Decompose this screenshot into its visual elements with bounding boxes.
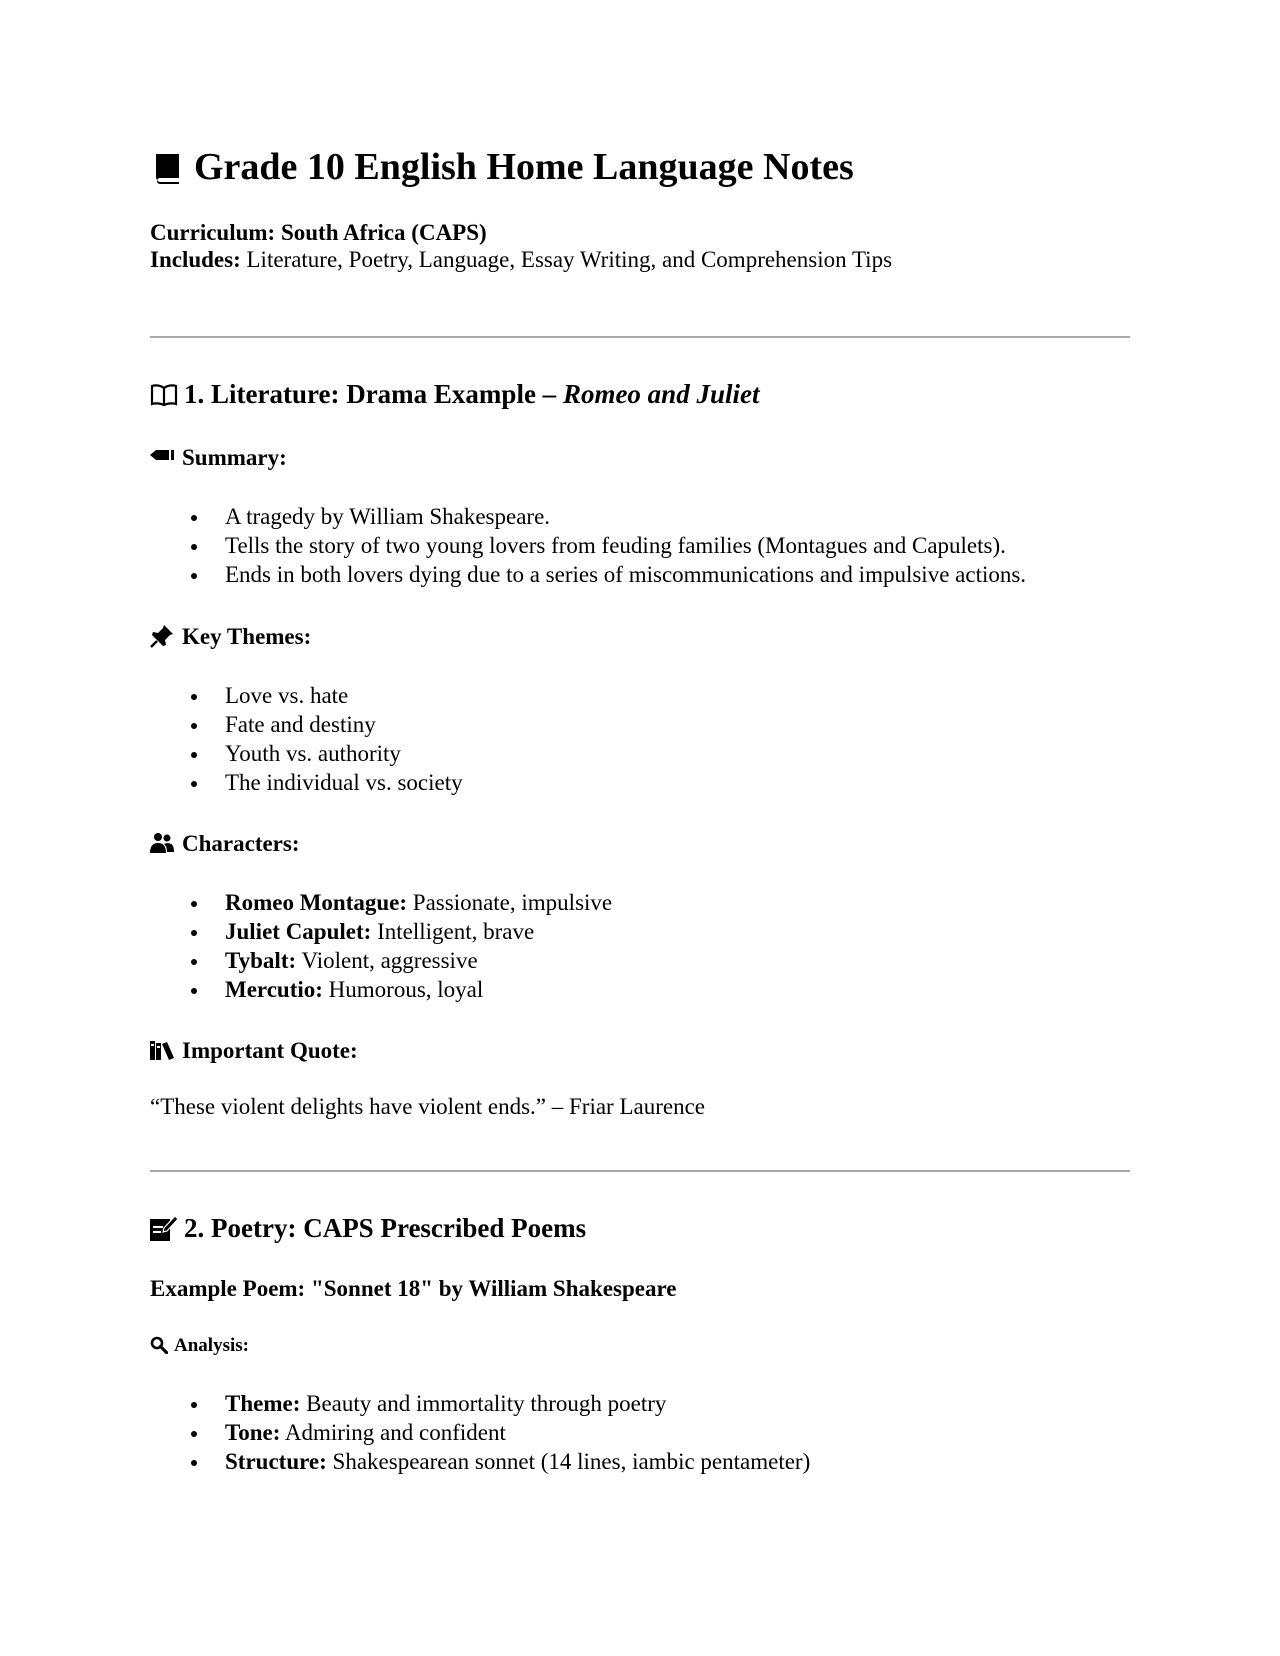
characters-heading-text: Characters: [182, 831, 300, 856]
summary-heading-text: Summary: [182, 445, 287, 470]
character-desc: Passionate, impulsive [407, 890, 613, 915]
pencil-icon [150, 449, 174, 461]
characters-list [150, 888, 612, 1004]
summary-list [150, 502, 1026, 589]
analysis-desc: Beauty and immortality through poetry [300, 1391, 667, 1416]
title-text: Grade 10 English Home Language Notes [194, 146, 854, 188]
section-literature-title: 1. Literature: Drama Example – [184, 379, 563, 409]
summary-heading [150, 446, 287, 469]
character-name: Romeo Montague: [225, 890, 408, 915]
list-item: Love vs. hate [150, 681, 463, 710]
curriculum-line [150, 219, 487, 247]
magnifier-icon [150, 1336, 168, 1354]
analysis-term: Theme: [225, 1391, 301, 1416]
section-literature-title-italic: Romeo and Juliet [562, 379, 760, 409]
analysis-heading-text: Analysis: [174, 1335, 249, 1356]
people-icon [150, 831, 174, 855]
section-poetry-heading [150, 1215, 586, 1245]
section-poetry-title: 2. Poetry: CAPS Prescribed Poems [184, 1213, 587, 1243]
analysis-term: Tone: [225, 1420, 281, 1445]
character-name: Mercutio: [225, 977, 323, 1002]
memo-icon [150, 1214, 178, 1242]
list-item [150, 946, 612, 975]
key-themes-heading [150, 625, 311, 651]
includes-line [150, 246, 892, 274]
includes-label: Includes: [150, 247, 241, 272]
divider [150, 1170, 1130, 1172]
list-item [150, 888, 612, 917]
key-themes-heading-text: Key Themes: [182, 624, 312, 649]
character-desc: Violent, aggressive [296, 948, 478, 973]
list-item [150, 1447, 810, 1476]
pushpin-icon [150, 624, 174, 648]
divider [150, 336, 1130, 338]
includes-value: Literature, Poetry, Language, Essay Writing, and Comprehension Tips [240, 247, 893, 272]
analysis-list [150, 1389, 810, 1476]
character-name: Juliet Capulet: [225, 919, 372, 944]
analysis-term: Structure: [225, 1449, 327, 1474]
character-desc: Intelligent, brave [371, 919, 535, 944]
example-poem-heading: Example Poem: "Sonnet 18" by William Shakespeare [150, 1276, 677, 1301]
books-icon [150, 1040, 174, 1060]
curriculum-label: Curriculum: South Africa (CAPS) [150, 220, 487, 245]
list-item [150, 917, 612, 946]
open-book-icon [150, 383, 178, 407]
list-item: Fate and destiny [150, 710, 463, 739]
analysis-heading [150, 1336, 249, 1356]
character-name: Tybalt: [225, 948, 297, 973]
important-quote-heading [150, 1039, 358, 1063]
list-item: Youth vs. authority [150, 739, 463, 768]
character-desc: Humorous, loyal [322, 977, 484, 1002]
list-item [150, 1418, 810, 1447]
important-quote-text: “These violent delights have violent ends.” – Friar Laurence [150, 1094, 705, 1119]
list-item: Ends in both lovers dying due to a series of miscommunications and impulsive actions. [150, 560, 1026, 589]
list-item [150, 975, 612, 1004]
themes-list [150, 681, 463, 797]
closed-book-icon [150, 151, 184, 185]
list-item: The individual vs. society [150, 768, 463, 797]
analysis-desc: Admiring and confident [280, 1420, 506, 1445]
list-item: A tragedy by William Shakespeare. [150, 502, 1026, 531]
important-quote-heading-text: Important Quote: [182, 1038, 358, 1063]
analysis-desc: Shakespearean sonnet (14 lines, iambic pentameter) [326, 1449, 811, 1474]
section-literature-heading [150, 381, 759, 409]
list-item: Tells the story of two young lovers from feuding families (Montagues and Capulets). [150, 531, 1026, 560]
characters-heading [150, 832, 300, 858]
list-item [150, 1389, 810, 1418]
document-title [150, 148, 854, 187]
